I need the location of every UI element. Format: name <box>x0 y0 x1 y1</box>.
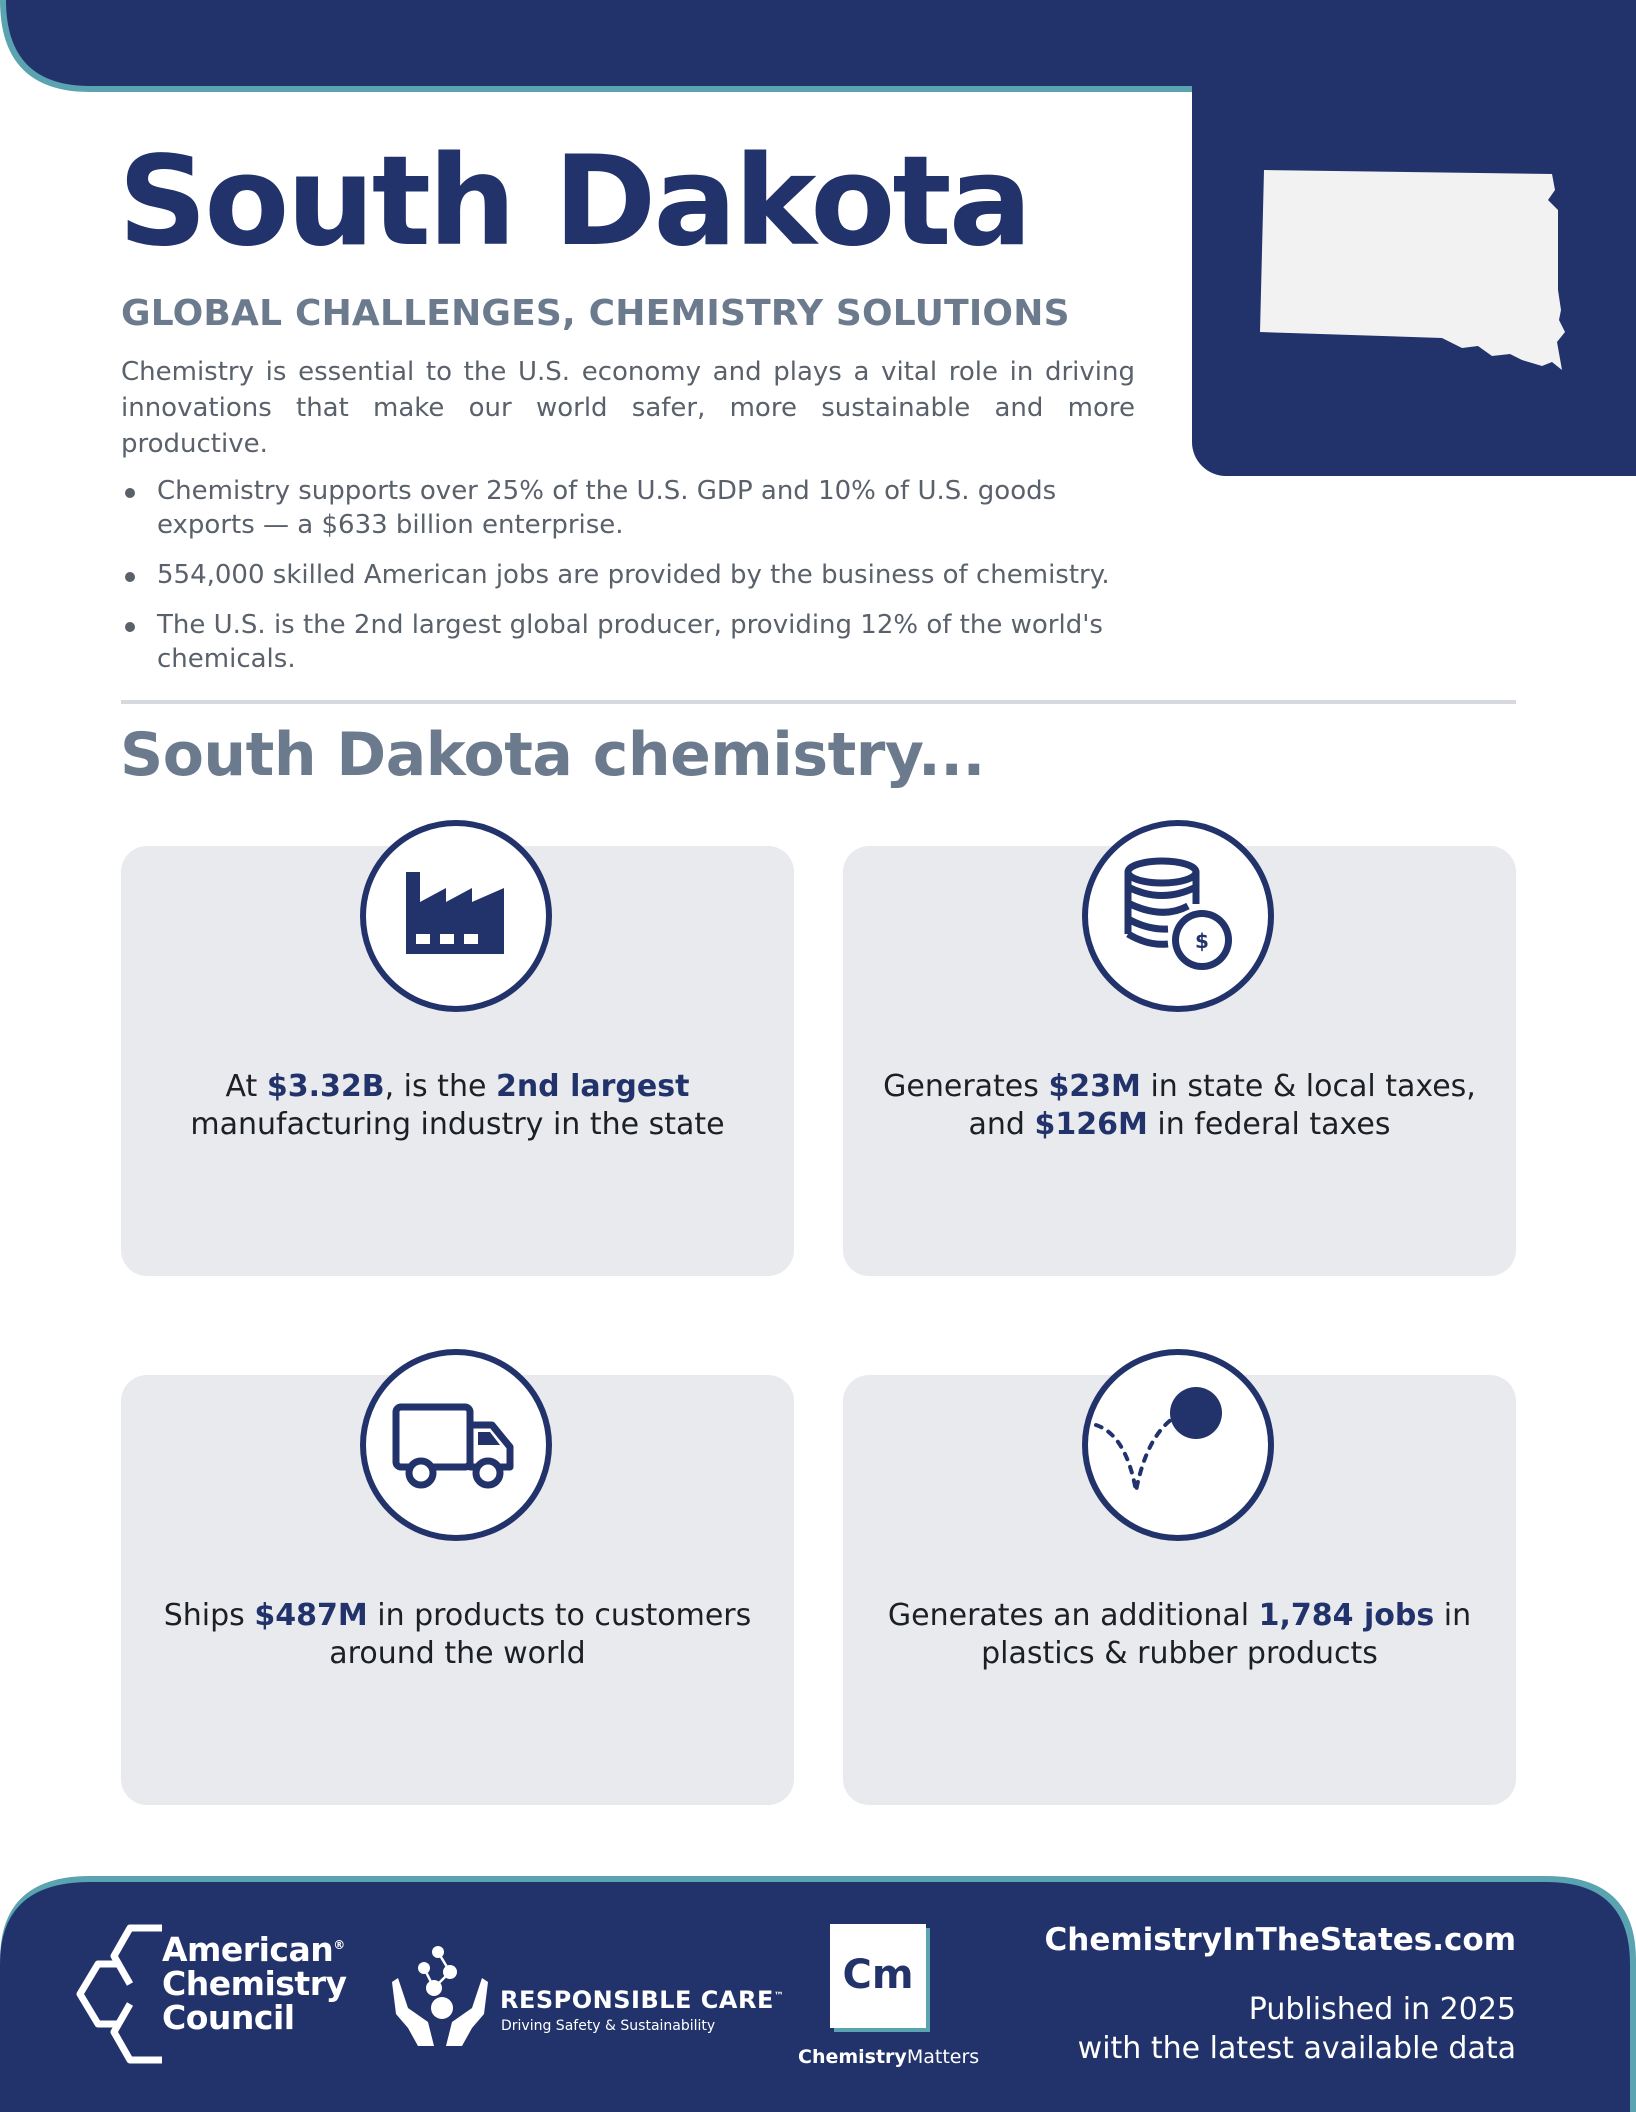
publication-note <box>1078 1990 1516 2068</box>
truck-icon <box>366 1355 546 1535</box>
stat-text: in federal taxes <box>1147 1107 1391 1142</box>
list-item <box>121 474 1141 542</box>
rc-title-text: RESPONSIBLE CARE <box>500 1986 774 2014</box>
stat-text: in state & local taxes, <box>1140 1069 1476 1104</box>
stat-highlight: 2nd largest <box>495 1069 690 1104</box>
stat-card-text <box>121 1597 794 1673</box>
coins-icon-circle <box>1082 820 1274 1012</box>
stat-text: Generates an additional <box>887 1598 1259 1633</box>
website-link[interactable]: ChemistryInTheStates.com <box>1044 1922 1516 1958</box>
stat-text: manufacturing industry in the state <box>190 1107 725 1142</box>
cm-word-bold: Chemistry <box>798 2046 907 2068</box>
page-title: South Dakota <box>118 130 1030 274</box>
factory-icon-circle <box>360 820 552 1012</box>
bouncing-ball-icon <box>1088 1355 1268 1535</box>
published-line: Published in 2025 <box>1248 1992 1516 2027</box>
cm-letters: Cm <box>842 1952 914 1998</box>
key-facts-list <box>121 474 1141 692</box>
stat-card-text <box>843 1068 1516 1144</box>
responsible-care-logo <box>388 1942 788 2052</box>
stat-text: plastics & rubber products <box>981 1636 1378 1671</box>
list-item <box>121 558 1141 592</box>
coins-icon <box>1088 826 1268 1006</box>
truck-icon-circle <box>360 1349 552 1541</box>
responsible-care-subtitle: Driving Safety & Sustainability <box>501 2018 716 2034</box>
bullet-icon <box>125 572 135 582</box>
stat-highlight: 1,784 jobs <box>1258 1598 1435 1633</box>
bullet-icon <box>125 488 135 498</box>
bullet-text: 554,000 skilled American jobs are provided by the business of chemistry. <box>157 560 1110 590</box>
stat-highlight: $3.32B <box>266 1069 385 1104</box>
bullet-text: Chemistry supports over 25% of the U.S. GDP and 10% of U.S. goods exports — a $633 billion enterprise. <box>157 476 1057 540</box>
stat-card-text <box>843 1597 1516 1673</box>
published-line: with the latest available data <box>1077 2031 1516 2066</box>
factory-icon <box>366 826 546 1006</box>
bouncing-ball-icon-circle <box>1082 1349 1274 1541</box>
acc-line: Chemistry <box>162 1964 347 2003</box>
cm-word-light: Matters <box>906 2046 980 2068</box>
stat-text: around the world <box>329 1636 586 1671</box>
section-divider <box>121 700 1516 704</box>
chemistry-matters-logo <box>796 1920 986 2070</box>
stat-text: in products to customers <box>367 1598 752 1633</box>
stat-text: Generates <box>883 1069 1049 1104</box>
stat-text: , is the <box>384 1069 496 1104</box>
hands-molecule-icon <box>388 1942 492 2052</box>
acc-wordmark <box>162 1928 347 2035</box>
page-subtitle: GLOBAL CHALLENGES, CHEMISTRY SOLUTIONS <box>121 293 1070 334</box>
stat-card-text <box>121 1068 794 1144</box>
bullet-icon <box>125 622 135 632</box>
south-dakota-map-icon <box>1252 170 1572 390</box>
acc-logo <box>74 1920 374 2070</box>
registered-mark: ® <box>333 1938 345 1952</box>
stat-highlight: $23M <box>1048 1069 1141 1104</box>
state-map-panel <box>1192 60 1636 476</box>
cm-badge <box>830 1924 926 2028</box>
stat-text: Ships <box>163 1598 255 1633</box>
stat-text: in <box>1434 1598 1472 1633</box>
responsible-care-title <box>500 1986 784 2014</box>
stat-text: At <box>225 1069 267 1104</box>
coin-dollar-symbol: $ <box>1195 929 1209 953</box>
intro-paragraph: Chemistry is essential to the U.S. economy and plays a vital role in driving innovations that make our world safer, more sustainable and more productive. <box>121 357 1135 459</box>
stat-highlight: $126M <box>1034 1107 1148 1142</box>
acc-line: American <box>162 1930 334 1969</box>
list-item <box>121 608 1141 676</box>
trademark-mark: ™ <box>773 1991 785 2002</box>
bullet-text: The U.S. is the 2nd largest global producer, providing 12% of the world's chemicals. <box>157 610 1103 674</box>
acc-line: Council <box>162 1998 295 2037</box>
section-heading: South Dakota chemistry... <box>120 720 985 790</box>
chemistry-matters-wordmark <box>798 2046 979 2068</box>
stat-text: and <box>968 1107 1035 1142</box>
stat-highlight: $487M <box>254 1598 368 1633</box>
